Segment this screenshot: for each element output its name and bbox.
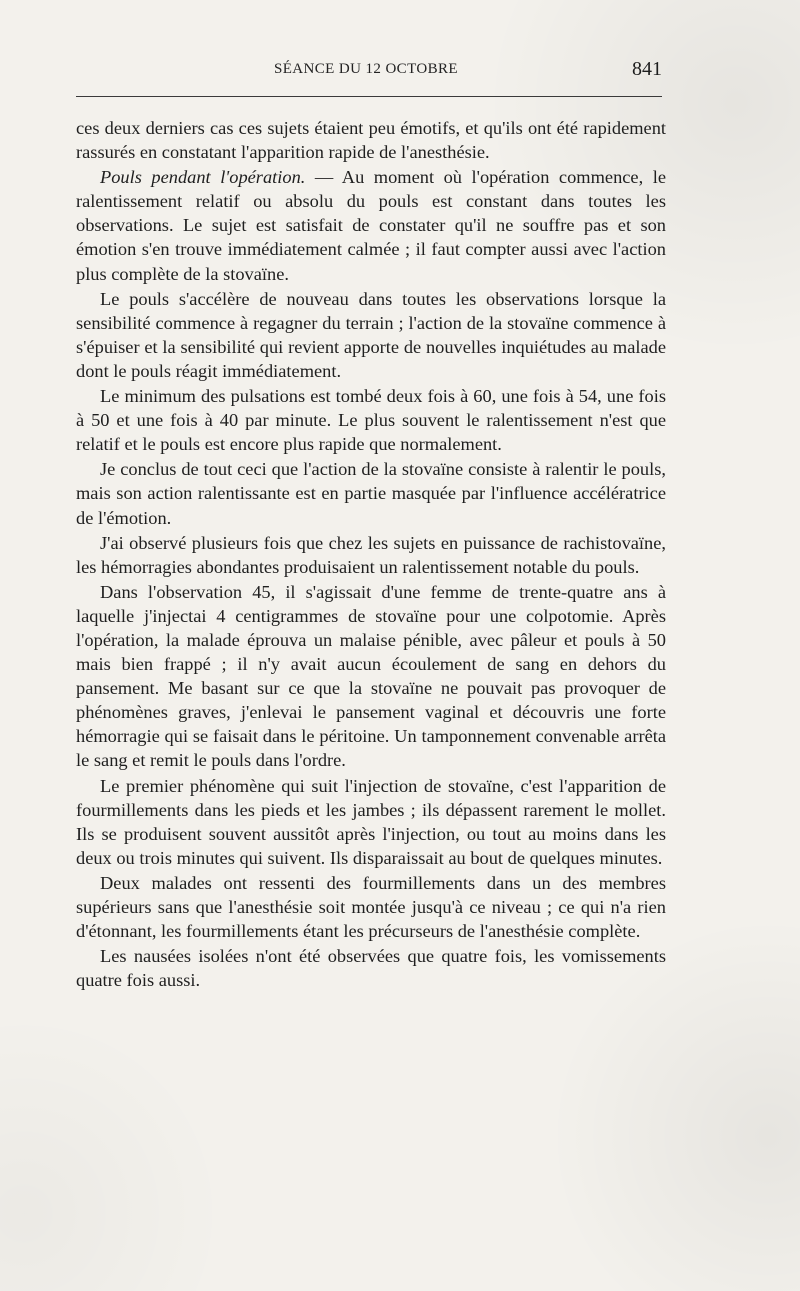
paragraph: ces deux derniers cas ces sujets étaient peu émotifs, et qu'ils ont été rapidement rassurés en constatant l'apparition rapide de l'anesthésie. — [76, 118, 666, 163]
header-rule — [76, 96, 662, 97]
paragraph: Le minimum des pulsations est tombé deux fois à 60, une fois à 54, une fois à 50 et une fois à 40 par minute. Le plus souvent le ralentissement n'est que relatif et le pouls est encore plus rapide que normalement. — [76, 386, 666, 455]
paragraph-text: — Au moment où l'opération commence, le ralentissement relatif ou absolu du pouls est constant dans toutes les observations. Le sujet est satisfait de constater qu'il ne souffre pas et son émotion s'en trouve immédiatement calmée ; il faut compter aussi avec l'action plus complète de la stovaïne. — [76, 167, 666, 284]
body-text — [76, 116, 666, 992]
paragraph: Le pouls s'accélère de nouveau dans toutes les observations lorsque la sensibilité commence à regagner du terrain ; l'action de la stovaïne commence à s'épuiser et la sensibilité qui revient apporte de nouvelles inquiétudes au malade dont le pouls réagit immédiatement. — [76, 288, 666, 381]
paragraph — [76, 165, 666, 285]
page-number: 841 — [632, 58, 662, 80]
paragraph: Je conclus de tout ceci que l'action de la stovaïne consiste à ralentir le pouls, mais son action ralentissante est en partie masquée par l'influence accélératrice de l'émotion. — [76, 459, 666, 528]
paragraph: Les nausées isolées n'ont été observées que quatre fois, les vomissements quatre fois aussi. — [76, 946, 666, 991]
paragraph: Deux malades ont ressenti des fourmillements dans un des membres supérieurs sans que l'anesthésie soit montée jusqu'à ce niveau ; ce qui n'a rien d'étonnant, les fourmillements étant les précurseurs de l'anesthésie complète. — [76, 872, 666, 942]
paragraph: Le premier phénomène qui suit l'injection de stovaïne, c'est l'apparition de fourmillements dans les pieds et les jambes ; ils dépassent rarement le mollet. Ils se produisent souvent aussitôt après l'injection, ou tout au moins dans les deux ou trois minutes qui suivent. Ils disparaissait au bout de quelques minutes. — [76, 775, 666, 868]
page-header — [76, 58, 664, 86]
section-lead: Pouls pendant l'opération. — [100, 167, 306, 188]
paragraph: Dans l'observation 45, il s'agissait d'une femme de trente-quatre ans à laquelle j'injectai 4 centigrammes de stovaïne pour une colpotomie. Après l'opération, la malade éprouva un malaise pénible, avec pâleur et pouls à 50 mais bien frappé ; il n'y avait aucun écoulement de sang en dehors du pansement. Me basant sur ce que la stovaïne ne pouvait pas provoquer de phénomènes graves, j'enlevai le pansement vaginal et découvris une forte hémorragie qui se faisait dans le péritoine. Un tamponnement convenable arrêta le sang et remit le pouls dans l'ordre. — [76, 581, 666, 771]
running-title: SÉANCE DU 12 OCTOBRE — [274, 61, 458, 77]
paragraph: J'ai observé plusieurs fois que chez les sujets en puissance de rachistovaïne, les hémorragies abondantes produisaient un ralentissement notable du pouls. — [76, 532, 666, 577]
